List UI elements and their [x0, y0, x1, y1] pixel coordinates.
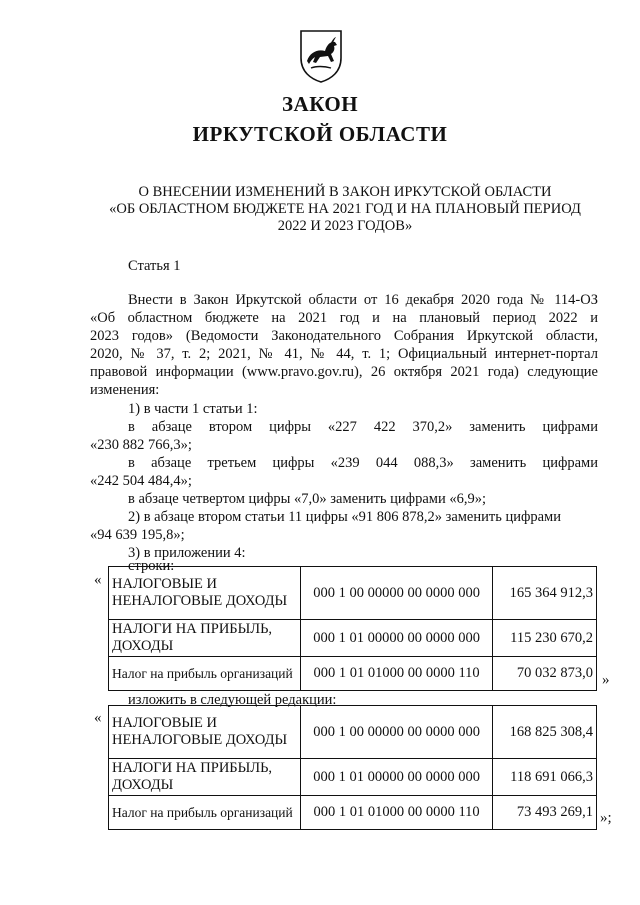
row-name-cell: НАЛОГОВЫЕ И НЕНАЛОГОВЫЕ ДОХОДЫ — [109, 567, 301, 620]
row-name-cell: НАЛОГИ НА ПРИБЫЛЬ, ДОХОДЫ — [109, 620, 301, 657]
row-value-cell: 168 825 308,4 — [492, 706, 596, 759]
row-name-cell: Налог на прибыль организаций — [109, 657, 301, 691]
row-value-cell: 73 493 269,1 — [492, 796, 596, 830]
table-row — [109, 796, 597, 830]
item-1a-line-1: в абзаце втором цифры «227 422 370,2» заменить цифрами — [128, 419, 598, 435]
old-rows-table — [108, 566, 597, 691]
law-region-title: ИРКУТСКОЙ ОБЛАСТИ — [192, 122, 448, 146]
row-name-cell: Налог на прибыль организаций — [109, 796, 301, 830]
table-row — [109, 620, 597, 657]
row-code-cell: 000 1 00 00000 00 0000 000 — [301, 706, 492, 759]
intro-line: Внести в Закон Иркутской области от 16 декабря 2020 года № 114-ОЗ — [128, 292, 598, 308]
table-row — [109, 759, 597, 796]
item-1: 1) в части 1 статьи 1: — [128, 401, 258, 417]
row-value-cell: 118 691 066,3 — [492, 759, 596, 796]
table-row — [109, 657, 597, 691]
item-2-line-1: 2) в абзаце втором статьи 11 цифры «91 806 878,2» заменить цифрами — [128, 509, 561, 525]
intro-line: 2020, № 37, т. 2; 2021, № 41, № 44, т. 1; Официальный интернет-портал — [90, 346, 598, 362]
row-value-cell: 115 230 670,2 — [492, 620, 596, 657]
row-name-cell: НАЛОГОВЫЕ И НЕНАЛОГОВЫЕ ДОХОДЫ — [109, 706, 301, 759]
row-code-cell: 000 1 01 01000 00 0000 110 — [301, 796, 492, 830]
row-code-cell: 000 1 01 00000 00 0000 000 — [301, 759, 492, 796]
subtitle-line-3: 2022 И 2023 ГОДОВ» — [277, 218, 413, 234]
item-2-line-2: «94 639 195,8»; — [90, 527, 185, 543]
item-1a-line-2: «230 882 766,3»; — [90, 437, 192, 453]
row-code-cell: 000 1 01 00000 00 0000 000 — [301, 620, 492, 657]
opening-quote: « — [94, 710, 102, 726]
table-row — [109, 567, 597, 620]
intro-paragraph — [90, 291, 598, 399]
rows-label: строки: — [128, 558, 175, 574]
item-1c: в абзаце четвертом цифры «7,0» заменить цифрами «6,9»; — [128, 491, 486, 507]
intro-line: «Об областном бюджете на 2021 год и на плановый период 2022 и — [90, 310, 598, 326]
law-title: ЗАКОН — [281, 92, 359, 116]
intro-line: правовой информации (www.pravo.gov.ru), 26 октября 2021 года) следующие — [90, 364, 598, 380]
table-row — [109, 706, 597, 759]
row-code-cell: 000 1 00 00000 00 0000 000 — [301, 567, 492, 620]
row-value-cell: 165 364 912,3 — [492, 567, 596, 620]
row-code-cell: 000 1 01 01000 00 0000 110 — [301, 657, 492, 691]
item-3: 3) в приложении 4: — [128, 545, 246, 561]
replace-label: изложить в следующей редакции: — [128, 692, 337, 708]
article-heading: Статья 1 — [128, 258, 181, 274]
opening-quote: « — [94, 572, 102, 588]
item-1b-line-1: в абзаце третьем цифры «239 044 088,3» заменить цифрами — [128, 455, 598, 471]
item-1b-line-2: «242 504 484,4»; — [90, 473, 192, 489]
row-name-cell: НАЛОГИ НА ПРИБЫЛЬ, ДОХОДЫ — [109, 759, 301, 796]
subtitle-line-2: «ОБ ОБЛАСТНОМ БЮДЖЕТЕ НА 2021 ГОД И НА ПЛАНОВЫЙ ПЕРИОД — [109, 201, 581, 217]
intro-line: 2023 годов» (Ведомости Законодательного Собрания Иркутской области, — [90, 328, 598, 344]
law-subtitle — [90, 184, 600, 235]
closing-quote: »; — [600, 810, 612, 826]
new-rows-table — [108, 705, 597, 830]
subtitle-line-1: О ВНЕСЕНИИ ИЗМЕНЕНИЙ В ЗАКОН ИРКУТСКОЙ ОБЛАСТИ — [138, 184, 552, 200]
intro-line: изменения: — [90, 382, 160, 398]
closing-quote: » — [602, 672, 610, 688]
irkutsk-coat-of-arms-icon — [298, 28, 344, 84]
row-value-cell: 70 032 873,0 — [492, 657, 596, 691]
